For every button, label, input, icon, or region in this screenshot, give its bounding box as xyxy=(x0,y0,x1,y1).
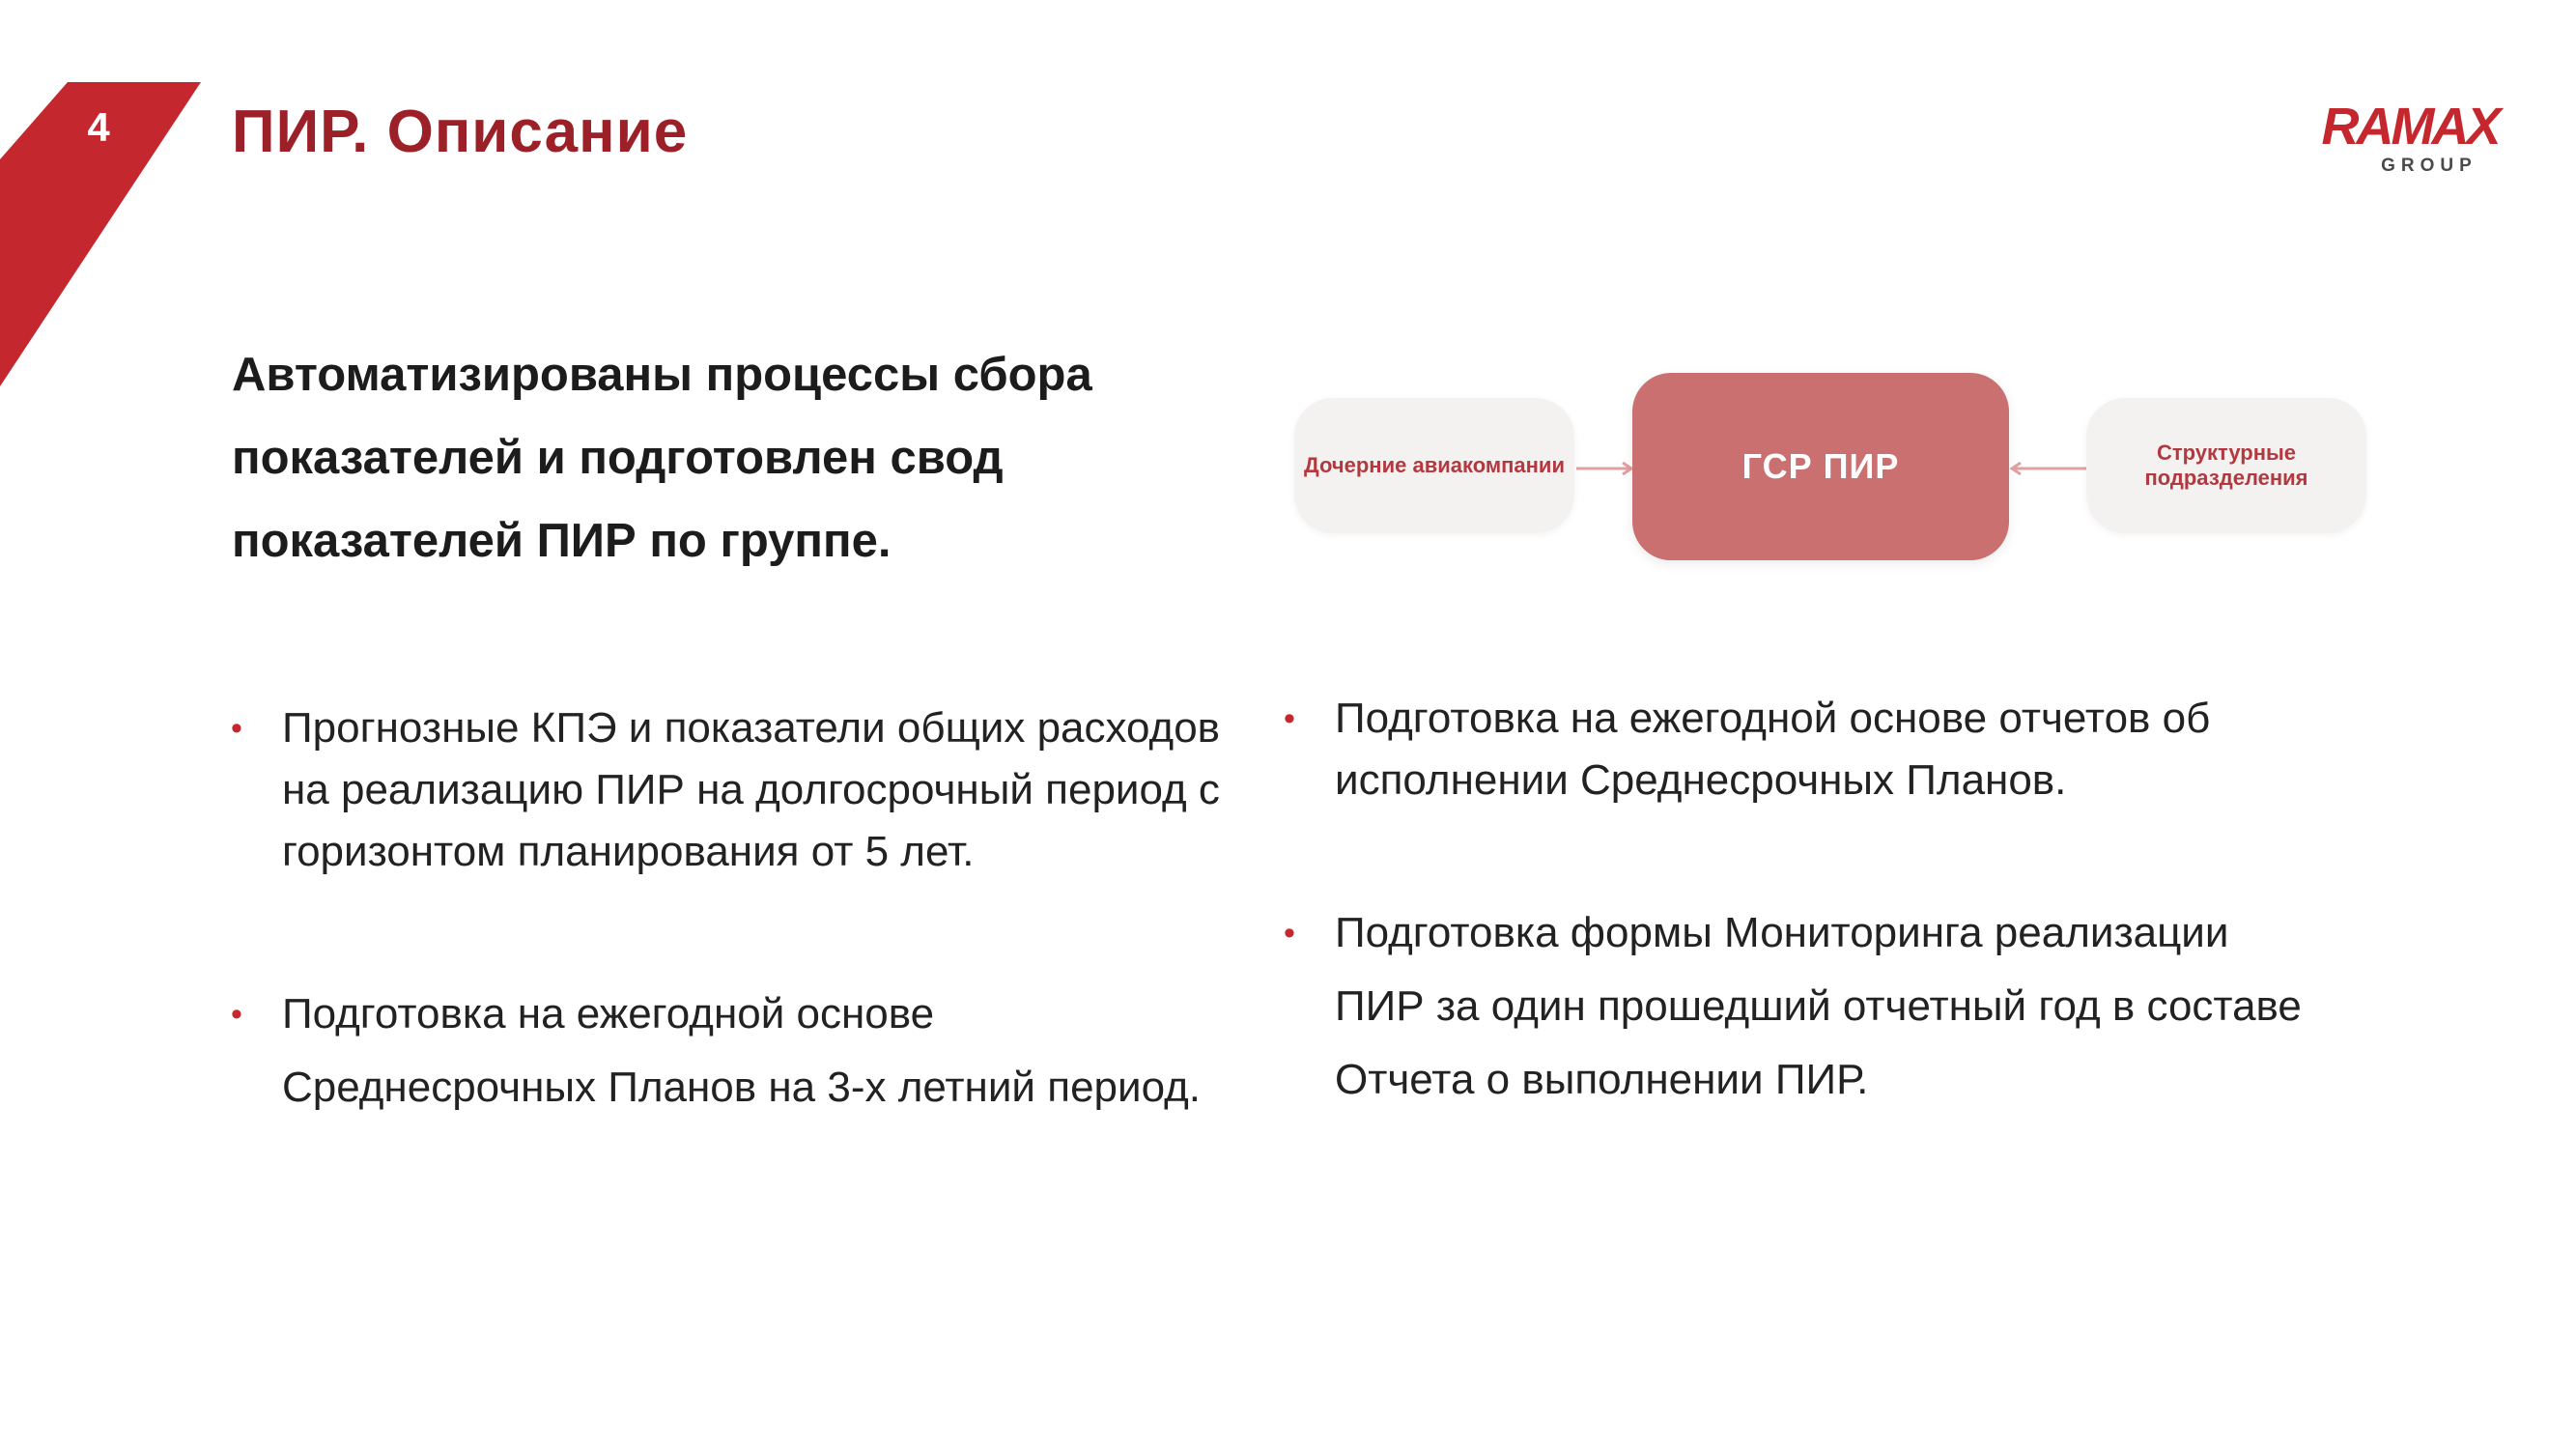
slide-title: ПИР. Описание xyxy=(232,99,689,165)
node-structural-units: Структурные подразделения xyxy=(2086,398,2366,533)
list-item-text: Подготовка на ежегодной основе отчетов об исполнении Среднесрочных Планов. xyxy=(1335,695,2211,804)
list-item xyxy=(1275,688,2318,811)
bullet-list-left xyxy=(222,697,1227,1124)
corner-accent-shape xyxy=(0,0,222,406)
node-gsr-pir: ГСР ПИР xyxy=(1632,373,2009,560)
list-item xyxy=(222,978,1227,1124)
list-item-text: Подготовка формы Мониторинга реализации ПИР за один прошедший отчетный год в составе Отчета о выполнении ПИР. xyxy=(1335,909,2302,1103)
slide-number: 4 xyxy=(87,104,110,150)
list-item xyxy=(1275,896,2318,1117)
bullet-icon: • xyxy=(231,710,242,747)
ramax-logo xyxy=(2313,100,2506,175)
arrow-left-icon xyxy=(2009,462,2086,475)
bullet-icon: • xyxy=(231,996,242,1033)
bullet-list-right xyxy=(1275,688,2318,1117)
bullet-icon: • xyxy=(1284,915,1295,952)
lead-statement: Автоматизированы процессы сбора показателей и подготовлен свод показателей ПИР по группе. xyxy=(232,349,1092,567)
flow-diagram xyxy=(1294,367,2366,580)
logo-sub-text: GROUP xyxy=(2381,156,2477,176)
list-item-text: Прогнозные КПЭ и показатели общих расходов на реализацию ПИР на долгосрочный период с горизонтом планирования от 5 лет. xyxy=(282,704,1221,875)
logo-main-text: RAMAX xyxy=(2321,98,2499,156)
bullet-icon: • xyxy=(1284,700,1295,737)
arrow-right-icon xyxy=(1576,462,1634,475)
list-item xyxy=(222,697,1227,883)
list-item-text: Подготовка на ежегодной основе Среднесрочных Планов на 3-х летний период. xyxy=(282,990,1201,1111)
node-subsidiary-airlines: Дочерние авиакомпании xyxy=(1294,398,1574,533)
